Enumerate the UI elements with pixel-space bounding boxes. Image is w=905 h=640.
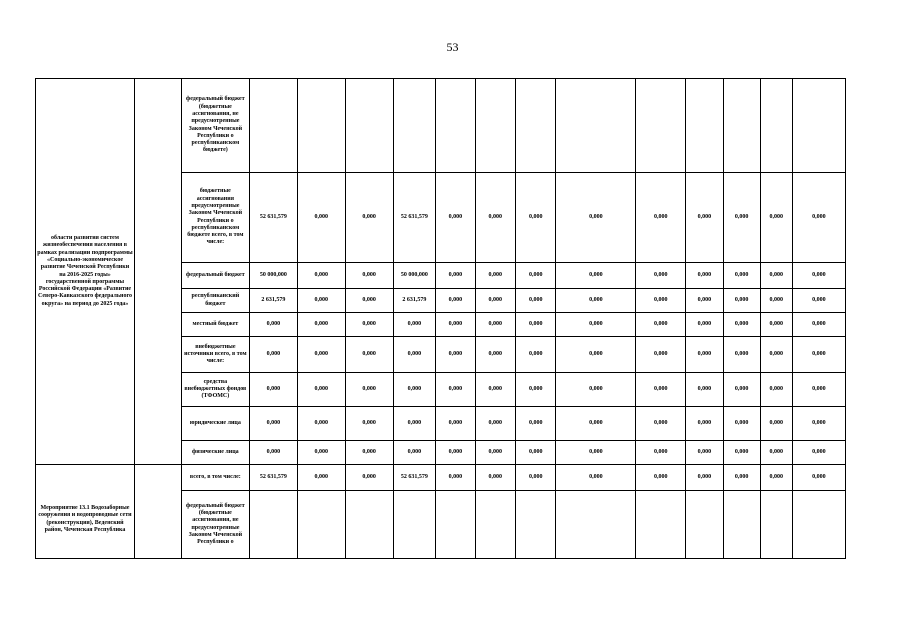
value-cell — [686, 491, 723, 559]
description-cell: области развития систем жизнеобеспечения населения в рамках реализации подпрограммы «Социально-экономическое развитие Чеченской Республики на 2016-2025 годы» государственной программы Российской Федерации «Развитие Северо-Кавказского федерального округа» на период до 2025 года» — [36, 79, 135, 465]
value-cell: 0,000 — [475, 337, 515, 373]
value-cell: 0,000 — [393, 407, 436, 441]
value-cell: 0,000 — [636, 173, 686, 263]
funding-source-cell: бюджетные ассигнования предусмотренные Законом Чеченской Республики о республиканском бюджете всего, в том числе: — [181, 173, 249, 263]
value-cell: 0,000 — [345, 373, 393, 407]
value-cell — [556, 491, 636, 559]
value-cell: 0,000 — [475, 465, 515, 491]
value-cell: 0,000 — [297, 441, 345, 465]
value-cell: 0,000 — [723, 263, 760, 289]
value-cell: 0,000 — [345, 407, 393, 441]
value-cell: 0,000 — [556, 313, 636, 337]
value-cell: 0,000 — [792, 373, 845, 407]
value-cell: 0,000 — [297, 313, 345, 337]
value-cell: 0,000 — [297, 407, 345, 441]
description-cell: Мероприятие 13.1 Водозаборные сооружения и водопроводные сети (реконструкция), Веденский район, Чеченская Республика — [36, 465, 135, 559]
value-cell: 0,000 — [760, 337, 792, 373]
value-cell: 0,000 — [436, 441, 475, 465]
value-cell: 0,000 — [760, 407, 792, 441]
value-cell: 0,000 — [636, 441, 686, 465]
value-cell: 0,000 — [686, 337, 723, 373]
value-cell — [723, 79, 760, 173]
value-cell: 0,000 — [686, 407, 723, 441]
value-cell — [249, 79, 297, 173]
value-cell: 0,000 — [297, 263, 345, 289]
value-cell — [792, 79, 845, 173]
value-cell: 0,000 — [515, 407, 555, 441]
value-cell: 0,000 — [723, 465, 760, 491]
value-cell: 0,000 — [556, 373, 636, 407]
value-cell — [760, 491, 792, 559]
value-cell — [556, 79, 636, 173]
value-cell: 0,000 — [345, 465, 393, 491]
value-cell — [760, 79, 792, 173]
value-cell: 0,000 — [760, 313, 792, 337]
value-cell — [792, 491, 845, 559]
value-cell: 52 631,579 — [249, 465, 297, 491]
value-cell: 0,000 — [686, 373, 723, 407]
value-cell: 0,000 — [475, 289, 515, 313]
value-cell: 0,000 — [515, 313, 555, 337]
value-cell: 0,000 — [760, 173, 792, 263]
value-cell: 0,000 — [475, 407, 515, 441]
value-cell: 0,000 — [249, 373, 297, 407]
value-cell: 0,000 — [760, 465, 792, 491]
value-cell: 0,000 — [686, 465, 723, 491]
value-cell: 0,000 — [556, 465, 636, 491]
value-cell: 0,000 — [475, 373, 515, 407]
table-row — [36, 465, 846, 491]
value-cell: 0,000 — [249, 441, 297, 465]
value-cell — [636, 79, 686, 173]
value-cell — [475, 79, 515, 173]
value-cell: 0,000 — [723, 373, 760, 407]
value-cell: 0,000 — [345, 313, 393, 337]
value-cell: 0,000 — [792, 441, 845, 465]
value-cell: 0,000 — [760, 289, 792, 313]
value-cell: 0,000 — [636, 289, 686, 313]
funding-source-cell: внебюджетные источники всего, в том числе: — [181, 337, 249, 373]
value-cell — [723, 491, 760, 559]
funding-source-cell: физические лица — [181, 441, 249, 465]
funding-source-cell: юридические лица — [181, 407, 249, 441]
value-cell: 0,000 — [686, 441, 723, 465]
value-cell: 0,000 — [297, 337, 345, 373]
value-cell: 0,000 — [297, 465, 345, 491]
value-cell: 0,000 — [436, 263, 475, 289]
value-cell — [297, 79, 345, 173]
value-cell: 0,000 — [723, 337, 760, 373]
value-cell: 0,000 — [345, 337, 393, 373]
value-cell — [636, 491, 686, 559]
funding-source-cell: федеральный бюджет (бюджетные ассигнования, не предусмотренные Законом Чеченской Республики о — [181, 491, 249, 559]
value-cell: 0,000 — [475, 173, 515, 263]
value-cell: 0,000 — [475, 313, 515, 337]
value-cell: 0,000 — [686, 173, 723, 263]
value-cell: 0,000 — [636, 263, 686, 289]
funding-source-cell: всего, в том числе: — [181, 465, 249, 491]
value-cell — [515, 491, 555, 559]
value-cell — [249, 491, 297, 559]
value-cell — [297, 491, 345, 559]
value-cell: 0,000 — [436, 465, 475, 491]
value-cell: 0,000 — [297, 173, 345, 263]
value-cell: 0,000 — [723, 173, 760, 263]
value-cell: 0,000 — [723, 289, 760, 313]
value-cell: 0,000 — [436, 173, 475, 263]
value-cell — [345, 79, 393, 173]
value-cell: 0,000 — [556, 407, 636, 441]
value-cell: 0,000 — [436, 289, 475, 313]
value-cell: 0,000 — [345, 441, 393, 465]
value-cell — [393, 491, 436, 559]
value-cell: 0,000 — [515, 263, 555, 289]
value-cell: 0,000 — [345, 173, 393, 263]
value-cell: 0,000 — [723, 407, 760, 441]
value-cell: 0,000 — [760, 263, 792, 289]
empty-cell — [134, 465, 181, 559]
value-cell: 0,000 — [556, 337, 636, 373]
value-cell: 0,000 — [792, 337, 845, 373]
empty-cell — [134, 79, 181, 465]
value-cell — [393, 79, 436, 173]
value-cell: 0,000 — [723, 313, 760, 337]
value-cell: 0,000 — [556, 289, 636, 313]
value-cell: 0,000 — [636, 337, 686, 373]
value-cell: 0,000 — [515, 441, 555, 465]
value-cell: 0,000 — [475, 441, 515, 465]
value-cell: 0,000 — [636, 407, 686, 441]
value-cell: 0,000 — [556, 263, 636, 289]
value-cell: 50 000,000 — [393, 263, 436, 289]
value-cell — [436, 79, 475, 173]
value-cell: 0,000 — [297, 373, 345, 407]
value-cell: 0,000 — [393, 373, 436, 407]
value-cell: 0,000 — [345, 263, 393, 289]
value-cell: 0,000 — [515, 173, 555, 263]
funding-source-cell: федеральный бюджет (бюджетные ассигнования, не предусмотренные Законом Чеченской Республики о республиканском бюджете) — [181, 79, 249, 173]
value-cell — [436, 491, 475, 559]
value-cell: 0,000 — [515, 337, 555, 373]
value-cell: 0,000 — [515, 289, 555, 313]
value-cell: 0,000 — [686, 313, 723, 337]
page-number: 53 — [446, 40, 459, 54]
value-cell: 0,000 — [436, 313, 475, 337]
value-cell: 0,000 — [792, 407, 845, 441]
value-cell: 2 631,579 — [393, 289, 436, 313]
value-cell: 0,000 — [249, 407, 297, 441]
value-cell: 0,000 — [760, 441, 792, 465]
value-cell: 0,000 — [792, 173, 845, 263]
value-cell: 0,000 — [792, 263, 845, 289]
value-cell: 0,000 — [792, 313, 845, 337]
funding-source-cell: средства внебюджетных фондов (ТФОМС) — [181, 373, 249, 407]
value-cell: 52 631,579 — [249, 173, 297, 263]
value-cell: 0,000 — [249, 313, 297, 337]
value-cell: 0,000 — [792, 289, 845, 313]
value-cell: 0,000 — [686, 263, 723, 289]
value-cell: 0,000 — [515, 373, 555, 407]
value-cell: 50 000,000 — [249, 263, 297, 289]
value-cell: 52 631,579 — [393, 465, 436, 491]
value-cell: 0,000 — [436, 407, 475, 441]
table-row — [36, 79, 846, 173]
value-cell: 0,000 — [556, 173, 636, 263]
value-cell: 52 631,579 — [393, 173, 436, 263]
funding-source-cell: местный бюджет — [181, 313, 249, 337]
value-cell: 0,000 — [636, 313, 686, 337]
budget-table — [35, 78, 846, 559]
value-cell: 0,000 — [515, 465, 555, 491]
value-cell: 0,000 — [393, 313, 436, 337]
value-cell — [475, 491, 515, 559]
value-cell — [686, 79, 723, 173]
value-cell: 0,000 — [686, 289, 723, 313]
value-cell: 0,000 — [636, 465, 686, 491]
value-cell: 0,000 — [436, 337, 475, 373]
value-cell: 0,000 — [792, 465, 845, 491]
value-cell: 0,000 — [760, 373, 792, 407]
value-cell: 0,000 — [723, 441, 760, 465]
value-cell — [515, 79, 555, 173]
value-cell: 0,000 — [556, 441, 636, 465]
value-cell: 0,000 — [636, 373, 686, 407]
value-cell: 0,000 — [393, 337, 436, 373]
value-cell — [345, 491, 393, 559]
value-cell: 0,000 — [249, 337, 297, 373]
funding-source-cell: федеральный бюджет — [181, 263, 249, 289]
funding-source-cell: республиканский бюджет — [181, 289, 249, 313]
value-cell: 0,000 — [393, 441, 436, 465]
value-cell: 0,000 — [297, 289, 345, 313]
value-cell: 0,000 — [345, 289, 393, 313]
value-cell: 0,000 — [475, 263, 515, 289]
value-cell: 0,000 — [436, 373, 475, 407]
value-cell: 2 631,579 — [249, 289, 297, 313]
